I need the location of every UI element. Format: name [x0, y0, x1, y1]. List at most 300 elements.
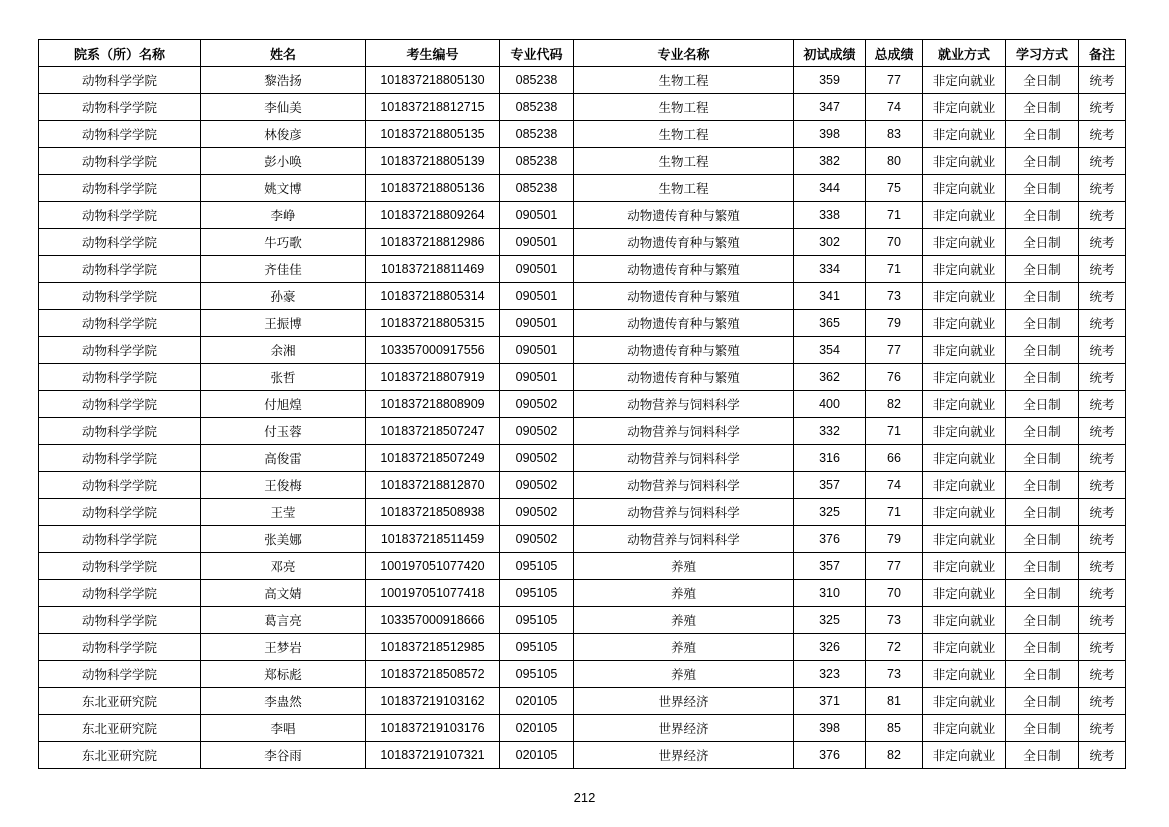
cell-initial-score: 359	[794, 67, 866, 94]
cell-department: 东北亚研究院	[39, 715, 201, 742]
cell-total-score: 79	[866, 526, 923, 553]
cell-name: 彭小唤	[201, 148, 366, 175]
cell-candidate-id: 101837218805130	[366, 67, 500, 94]
cell-department: 动物科学学院	[39, 418, 201, 445]
cell-total-score: 82	[866, 742, 923, 769]
cell-name: 高俊雷	[201, 445, 366, 472]
cell-total-score: 71	[866, 256, 923, 283]
cell-department: 动物科学学院	[39, 661, 201, 688]
table-row	[39, 256, 1126, 283]
cell-major-code: 095105	[500, 634, 574, 661]
cell-candidate-id: 103357000918666	[366, 607, 500, 634]
cell-major-name: 动物营养与饲料科学	[574, 391, 794, 418]
cell-major-code: 090501	[500, 283, 574, 310]
cell-initial-score: 338	[794, 202, 866, 229]
cell-employment-type: 非定向就业	[923, 364, 1006, 391]
cell-study-mode: 全日制	[1006, 634, 1079, 661]
cell-name: 余湘	[201, 337, 366, 364]
cell-major-code: 085238	[500, 94, 574, 121]
cell-name: 黎浩扬	[201, 67, 366, 94]
cell-employment-type: 非定向就业	[923, 121, 1006, 148]
cell-major-name: 动物遗传育种与繁殖	[574, 310, 794, 337]
cell-total-score: 77	[866, 67, 923, 94]
cell-major-name: 养殖	[574, 580, 794, 607]
cell-department: 动物科学学院	[39, 121, 201, 148]
cell-study-mode: 全日制	[1006, 553, 1079, 580]
cell-department: 动物科学学院	[39, 607, 201, 634]
cell-employment-type: 非定向就业	[923, 418, 1006, 445]
table-row	[39, 634, 1126, 661]
cell-study-mode: 全日制	[1006, 391, 1079, 418]
cell-initial-score: 334	[794, 256, 866, 283]
cell-employment-type: 非定向就业	[923, 580, 1006, 607]
cell-department: 动物科学学院	[39, 229, 201, 256]
cell-candidate-id: 101837218812986	[366, 229, 500, 256]
cell-remarks: 统考	[1079, 526, 1126, 553]
cell-initial-score: 382	[794, 148, 866, 175]
table-row	[39, 310, 1126, 337]
table-row	[39, 364, 1126, 391]
cell-total-score: 70	[866, 580, 923, 607]
cell-initial-score: 344	[794, 175, 866, 202]
cell-major-code: 085238	[500, 175, 574, 202]
cell-remarks: 统考	[1079, 607, 1126, 634]
cell-major-name: 养殖	[574, 607, 794, 634]
cell-employment-type: 非定向就业	[923, 148, 1006, 175]
cell-initial-score: 323	[794, 661, 866, 688]
cell-major-code: 090501	[500, 229, 574, 256]
cell-employment-type: 非定向就业	[923, 256, 1006, 283]
cell-employment-type: 非定向就业	[923, 661, 1006, 688]
header-study-mode: 学习方式	[1006, 40, 1079, 67]
cell-remarks: 统考	[1079, 688, 1126, 715]
cell-initial-score: 302	[794, 229, 866, 256]
cell-name: 邓亮	[201, 553, 366, 580]
cell-major-code: 090501	[500, 337, 574, 364]
cell-candidate-id: 101837218507249	[366, 445, 500, 472]
cell-remarks: 统考	[1079, 715, 1126, 742]
cell-major-code: 090501	[500, 310, 574, 337]
cell-study-mode: 全日制	[1006, 202, 1079, 229]
cell-major-code: 090502	[500, 472, 574, 499]
cell-major-name: 世界经济	[574, 688, 794, 715]
cell-candidate-id: 101837218812715	[366, 94, 500, 121]
cell-total-score: 77	[866, 337, 923, 364]
cell-major-code: 090501	[500, 202, 574, 229]
table-row	[39, 688, 1126, 715]
cell-candidate-id: 101837218811469	[366, 256, 500, 283]
cell-initial-score: 376	[794, 742, 866, 769]
cell-department: 动物科学学院	[39, 283, 201, 310]
cell-candidate-id: 101837218805315	[366, 310, 500, 337]
cell-name: 李仙美	[201, 94, 366, 121]
cell-initial-score: 362	[794, 364, 866, 391]
cell-name: 张哲	[201, 364, 366, 391]
header-major-code: 专业代码	[500, 40, 574, 67]
cell-department: 动物科学学院	[39, 580, 201, 607]
cell-name: 李唱	[201, 715, 366, 742]
table-row	[39, 526, 1126, 553]
cell-study-mode: 全日制	[1006, 94, 1079, 121]
cell-total-score: 71	[866, 499, 923, 526]
cell-department: 动物科学学院	[39, 364, 201, 391]
cell-major-code: 095105	[500, 553, 574, 580]
table-body	[39, 67, 1126, 769]
cell-candidate-id: 101837219107321	[366, 742, 500, 769]
cell-major-code: 095105	[500, 607, 574, 634]
cell-department: 动物科学学院	[39, 526, 201, 553]
cell-total-score: 81	[866, 688, 923, 715]
cell-candidate-id: 101837218808909	[366, 391, 500, 418]
cell-total-score: 73	[866, 283, 923, 310]
cell-major-name: 养殖	[574, 634, 794, 661]
cell-study-mode: 全日制	[1006, 742, 1079, 769]
cell-employment-type: 非定向就业	[923, 175, 1006, 202]
cell-major-code: 090502	[500, 418, 574, 445]
cell-remarks: 统考	[1079, 202, 1126, 229]
cell-employment-type: 非定向就业	[923, 67, 1006, 94]
cell-major-name: 动物遗传育种与繁殖	[574, 202, 794, 229]
cell-remarks: 统考	[1079, 256, 1126, 283]
cell-total-score: 80	[866, 148, 923, 175]
cell-study-mode: 全日制	[1006, 283, 1079, 310]
cell-total-score: 85	[866, 715, 923, 742]
cell-name: 张美娜	[201, 526, 366, 553]
cell-major-code: 020105	[500, 715, 574, 742]
cell-name: 齐佳佳	[201, 256, 366, 283]
cell-department: 动物科学学院	[39, 634, 201, 661]
cell-major-code: 090502	[500, 499, 574, 526]
cell-initial-score: 341	[794, 283, 866, 310]
cell-total-score: 76	[866, 364, 923, 391]
cell-candidate-id: 101837219103176	[366, 715, 500, 742]
cell-study-mode: 全日制	[1006, 310, 1079, 337]
cell-total-score: 74	[866, 472, 923, 499]
cell-department: 动物科学学院	[39, 391, 201, 418]
cell-study-mode: 全日制	[1006, 256, 1079, 283]
cell-employment-type: 非定向就业	[923, 202, 1006, 229]
cell-candidate-id: 101837218805136	[366, 175, 500, 202]
table-row	[39, 391, 1126, 418]
table-row	[39, 175, 1126, 202]
cell-employment-type: 非定向就业	[923, 229, 1006, 256]
cell-total-score: 70	[866, 229, 923, 256]
cell-major-name: 生物工程	[574, 175, 794, 202]
cell-remarks: 统考	[1079, 661, 1126, 688]
cell-study-mode: 全日制	[1006, 688, 1079, 715]
cell-employment-type: 非定向就业	[923, 472, 1006, 499]
cell-employment-type: 非定向就业	[923, 445, 1006, 472]
cell-employment-type: 非定向就业	[923, 337, 1006, 364]
cell-total-score: 66	[866, 445, 923, 472]
cell-study-mode: 全日制	[1006, 337, 1079, 364]
cell-department: 动物科学学院	[39, 202, 201, 229]
cell-name: 高文婧	[201, 580, 366, 607]
cell-remarks: 统考	[1079, 121, 1126, 148]
cell-total-score: 77	[866, 553, 923, 580]
cell-remarks: 统考	[1079, 445, 1126, 472]
cell-major-name: 动物遗传育种与繁殖	[574, 283, 794, 310]
cell-major-code: 020105	[500, 688, 574, 715]
cell-remarks: 统考	[1079, 94, 1126, 121]
table-row	[39, 202, 1126, 229]
cell-candidate-id: 101837218508572	[366, 661, 500, 688]
cell-major-name: 动物营养与饲料科学	[574, 445, 794, 472]
cell-major-code: 085238	[500, 121, 574, 148]
cell-initial-score: 332	[794, 418, 866, 445]
cell-candidate-id: 101837218807919	[366, 364, 500, 391]
cell-initial-score: 400	[794, 391, 866, 418]
header-remarks: 备注	[1079, 40, 1126, 67]
header-candidate-id: 考生编号	[366, 40, 500, 67]
cell-name: 李蛊然	[201, 688, 366, 715]
cell-study-mode: 全日制	[1006, 67, 1079, 94]
table-header-row	[39, 40, 1126, 67]
cell-remarks: 统考	[1079, 229, 1126, 256]
table-row	[39, 121, 1126, 148]
cell-major-code: 090501	[500, 364, 574, 391]
cell-remarks: 统考	[1079, 310, 1126, 337]
cell-name: 付旭煌	[201, 391, 366, 418]
cell-major-name: 世界经济	[574, 715, 794, 742]
cell-major-name: 动物营养与饲料科学	[574, 418, 794, 445]
cell-initial-score: 398	[794, 715, 866, 742]
cell-remarks: 统考	[1079, 634, 1126, 661]
cell-study-mode: 全日制	[1006, 445, 1079, 472]
cell-candidate-id: 101837218812870	[366, 472, 500, 499]
cell-candidate-id: 103357000917556	[366, 337, 500, 364]
page-number: 212	[573, 790, 596, 805]
cell-remarks: 统考	[1079, 742, 1126, 769]
cell-employment-type: 非定向就业	[923, 391, 1006, 418]
cell-initial-score: 310	[794, 580, 866, 607]
cell-department: 动物科学学院	[39, 67, 201, 94]
cell-study-mode: 全日制	[1006, 715, 1079, 742]
cell-name: 李峥	[201, 202, 366, 229]
cell-major-name: 生物工程	[574, 94, 794, 121]
cell-name: 林俊彦	[201, 121, 366, 148]
cell-remarks: 统考	[1079, 472, 1126, 499]
cell-major-name: 养殖	[574, 661, 794, 688]
cell-study-mode: 全日制	[1006, 580, 1079, 607]
cell-initial-score: 357	[794, 472, 866, 499]
cell-name: 葛言亮	[201, 607, 366, 634]
cell-major-name: 动物营养与饲料科学	[574, 499, 794, 526]
table-row	[39, 94, 1126, 121]
cell-employment-type: 非定向就业	[923, 634, 1006, 661]
cell-major-name: 生物工程	[574, 67, 794, 94]
cell-study-mode: 全日制	[1006, 418, 1079, 445]
table-row	[39, 472, 1126, 499]
cell-department: 动物科学学院	[39, 175, 201, 202]
cell-employment-type: 非定向就业	[923, 742, 1006, 769]
cell-name: 王俊梅	[201, 472, 366, 499]
cell-remarks: 统考	[1079, 499, 1126, 526]
cell-major-name: 动物营养与饲料科学	[574, 526, 794, 553]
cell-department: 动物科学学院	[39, 445, 201, 472]
table-row	[39, 742, 1126, 769]
cell-remarks: 统考	[1079, 391, 1126, 418]
cell-study-mode: 全日制	[1006, 661, 1079, 688]
cell-name: 李谷雨	[201, 742, 366, 769]
cell-department: 东北亚研究院	[39, 688, 201, 715]
cell-initial-score: 325	[794, 607, 866, 634]
cell-study-mode: 全日制	[1006, 607, 1079, 634]
cell-total-score: 83	[866, 121, 923, 148]
cell-major-name: 动物营养与饲料科学	[574, 472, 794, 499]
cell-name: 姚文博	[201, 175, 366, 202]
cell-study-mode: 全日制	[1006, 364, 1079, 391]
cell-employment-type: 非定向就业	[923, 715, 1006, 742]
cell-major-code: 085238	[500, 67, 574, 94]
table-row	[39, 607, 1126, 634]
cell-department: 动物科学学院	[39, 148, 201, 175]
cell-candidate-id: 101837218809264	[366, 202, 500, 229]
cell-study-mode: 全日制	[1006, 148, 1079, 175]
cell-employment-type: 非定向就业	[923, 526, 1006, 553]
cell-candidate-id: 101837218507247	[366, 418, 500, 445]
cell-candidate-id: 100197051077420	[366, 553, 500, 580]
cell-initial-score: 398	[794, 121, 866, 148]
cell-department: 东北亚研究院	[39, 742, 201, 769]
cell-name: 王振博	[201, 310, 366, 337]
cell-initial-score: 376	[794, 526, 866, 553]
cell-remarks: 统考	[1079, 148, 1126, 175]
table-row	[39, 418, 1126, 445]
cell-major-name: 动物遗传育种与繁殖	[574, 364, 794, 391]
header-initial-score: 初试成绩	[794, 40, 866, 67]
cell-study-mode: 全日制	[1006, 526, 1079, 553]
cell-department: 动物科学学院	[39, 256, 201, 283]
cell-name: 牛巧歌	[201, 229, 366, 256]
cell-name: 孙豪	[201, 283, 366, 310]
table-row	[39, 553, 1126, 580]
cell-candidate-id: 101837218508938	[366, 499, 500, 526]
table-row	[39, 661, 1126, 688]
table-row	[39, 148, 1126, 175]
cell-major-code: 095105	[500, 580, 574, 607]
cell-candidate-id: 101837218805135	[366, 121, 500, 148]
cell-major-name: 动物遗传育种与繁殖	[574, 229, 794, 256]
cell-remarks: 统考	[1079, 553, 1126, 580]
cell-department: 动物科学学院	[39, 553, 201, 580]
cell-major-code: 090502	[500, 391, 574, 418]
header-major-name: 专业名称	[574, 40, 794, 67]
cell-initial-score: 316	[794, 445, 866, 472]
cell-total-score: 74	[866, 94, 923, 121]
cell-candidate-id: 100197051077418	[366, 580, 500, 607]
cell-total-score: 79	[866, 310, 923, 337]
cell-department: 动物科学学院	[39, 94, 201, 121]
table-row	[39, 337, 1126, 364]
cell-initial-score: 357	[794, 553, 866, 580]
cell-total-score: 75	[866, 175, 923, 202]
cell-total-score: 71	[866, 418, 923, 445]
cell-major-code: 090502	[500, 445, 574, 472]
cell-employment-type: 非定向就业	[923, 310, 1006, 337]
cell-remarks: 统考	[1079, 67, 1126, 94]
cell-total-score: 73	[866, 607, 923, 634]
cell-major-name: 生物工程	[574, 148, 794, 175]
cell-name: 王莹	[201, 499, 366, 526]
cell-major-code: 085238	[500, 148, 574, 175]
cell-remarks: 统考	[1079, 364, 1126, 391]
header-name: 姓名	[201, 40, 366, 67]
cell-total-score: 71	[866, 202, 923, 229]
cell-department: 动物科学学院	[39, 310, 201, 337]
cell-employment-type: 非定向就业	[923, 553, 1006, 580]
cell-employment-type: 非定向就业	[923, 499, 1006, 526]
table-row	[39, 580, 1126, 607]
table-row	[39, 499, 1126, 526]
cell-major-name: 动物遗传育种与繁殖	[574, 256, 794, 283]
cell-major-name: 世界经济	[574, 742, 794, 769]
cell-study-mode: 全日制	[1006, 175, 1079, 202]
cell-initial-score: 371	[794, 688, 866, 715]
cell-initial-score: 325	[794, 499, 866, 526]
cell-total-score: 82	[866, 391, 923, 418]
cell-name: 王梦岩	[201, 634, 366, 661]
cell-total-score: 72	[866, 634, 923, 661]
cell-initial-score: 365	[794, 310, 866, 337]
cell-remarks: 统考	[1079, 418, 1126, 445]
cell-initial-score: 326	[794, 634, 866, 661]
cell-study-mode: 全日制	[1006, 121, 1079, 148]
cell-study-mode: 全日制	[1006, 499, 1079, 526]
cell-name: 郑标彪	[201, 661, 366, 688]
cell-major-name: 动物遗传育种与繁殖	[574, 337, 794, 364]
header-department: 院系（所）名称	[39, 40, 201, 67]
cell-department: 动物科学学院	[39, 499, 201, 526]
table-row	[39, 445, 1126, 472]
cell-remarks: 统考	[1079, 283, 1126, 310]
cell-department: 动物科学学院	[39, 472, 201, 499]
table-row	[39, 67, 1126, 94]
cell-major-name: 生物工程	[574, 121, 794, 148]
cell-employment-type: 非定向就业	[923, 607, 1006, 634]
header-employment-type: 就业方式	[923, 40, 1006, 67]
table-row	[39, 229, 1126, 256]
cell-remarks: 统考	[1079, 580, 1126, 607]
cell-initial-score: 347	[794, 94, 866, 121]
cell-remarks: 统考	[1079, 175, 1126, 202]
cell-total-score: 73	[866, 661, 923, 688]
cell-candidate-id: 101837218805139	[366, 148, 500, 175]
cell-candidate-id: 101837218511459	[366, 526, 500, 553]
cell-candidate-id: 101837219103162	[366, 688, 500, 715]
table-row	[39, 283, 1126, 310]
cell-name: 付玉蓉	[201, 418, 366, 445]
admission-list-table	[38, 39, 1126, 769]
cell-candidate-id: 101837218512985	[366, 634, 500, 661]
cell-major-name: 养殖	[574, 553, 794, 580]
cell-department: 动物科学学院	[39, 337, 201, 364]
table-row	[39, 715, 1126, 742]
cell-employment-type: 非定向就业	[923, 283, 1006, 310]
cell-study-mode: 全日制	[1006, 472, 1079, 499]
cell-candidate-id: 101837218805314	[366, 283, 500, 310]
cell-employment-type: 非定向就业	[923, 688, 1006, 715]
cell-major-code: 095105	[500, 661, 574, 688]
cell-major-code: 020105	[500, 742, 574, 769]
cell-initial-score: 354	[794, 337, 866, 364]
cell-major-code: 090502	[500, 526, 574, 553]
cell-remarks: 统考	[1079, 337, 1126, 364]
cell-study-mode: 全日制	[1006, 229, 1079, 256]
header-total-score: 总成绩	[866, 40, 923, 67]
cell-employment-type: 非定向就业	[923, 94, 1006, 121]
cell-major-code: 090501	[500, 256, 574, 283]
